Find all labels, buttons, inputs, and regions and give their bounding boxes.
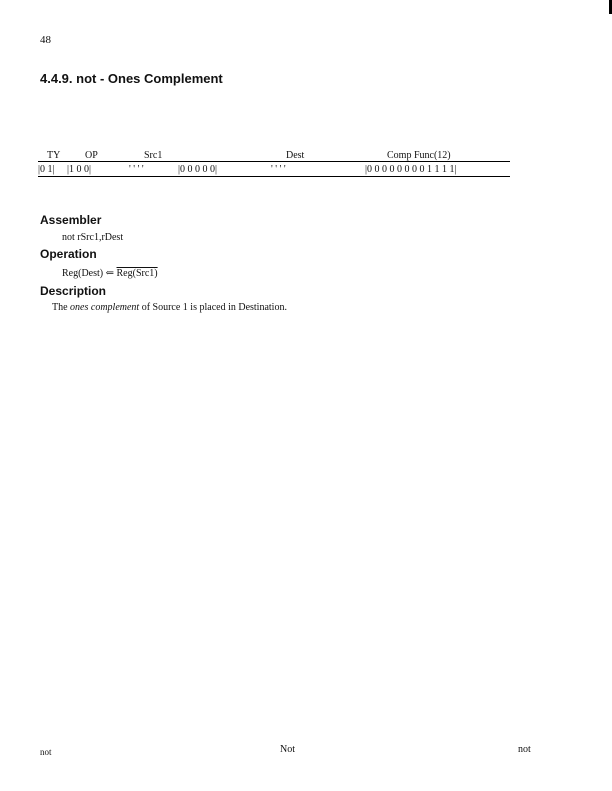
field-label-src1: Src1 — [144, 150, 163, 161]
bits-src1: ' ' ' ' — [129, 164, 144, 175]
encoding-rule-bottom — [38, 176, 510, 177]
description-emphasis: ones complement — [70, 302, 140, 313]
description-heading: Description — [40, 284, 107, 298]
page-number: 48 — [40, 34, 51, 46]
assembler-syntax: not rSrc1,rDest — [62, 232, 124, 243]
assembler-heading: Assembler — [40, 213, 102, 227]
field-label-op: OP — [85, 150, 98, 161]
bits-ty: |0 1| — [38, 164, 55, 175]
field-label-comp-func: Comp Func(12) — [387, 150, 451, 161]
footer-left: not — [40, 747, 52, 757]
footer-center: Not — [280, 744, 295, 755]
footer-right: not — [518, 744, 531, 755]
description-suffix: of Source 1 is placed in Destination. — [139, 302, 287, 313]
field-label-ty: TY — [47, 150, 61, 161]
operation-heading: Operation — [40, 247, 97, 261]
operation-rhs: Reg(Src1) — [116, 268, 158, 279]
section-title: 4.4.9. not - Ones Complement — [40, 71, 223, 86]
bits-dest: ' ' ' ' — [271, 164, 286, 175]
operation-arrow: ⇐ — [105, 268, 114, 279]
encoding-rule-top — [38, 161, 510, 162]
bits-comp-func: |0 0 0 0 0 0 0 0 1 1 1 1| — [365, 164, 457, 175]
bits-op: |1 0 0| — [67, 164, 92, 175]
field-label-dest: Dest — [286, 150, 305, 161]
description-prefix: The — [52, 302, 71, 313]
operation-lhs: Reg(Dest) — [62, 268, 104, 279]
description-text — [52, 302, 287, 313]
bits-zeros: |0 0 0 0 0| — [178, 164, 218, 175]
operation-expression — [62, 268, 158, 279]
